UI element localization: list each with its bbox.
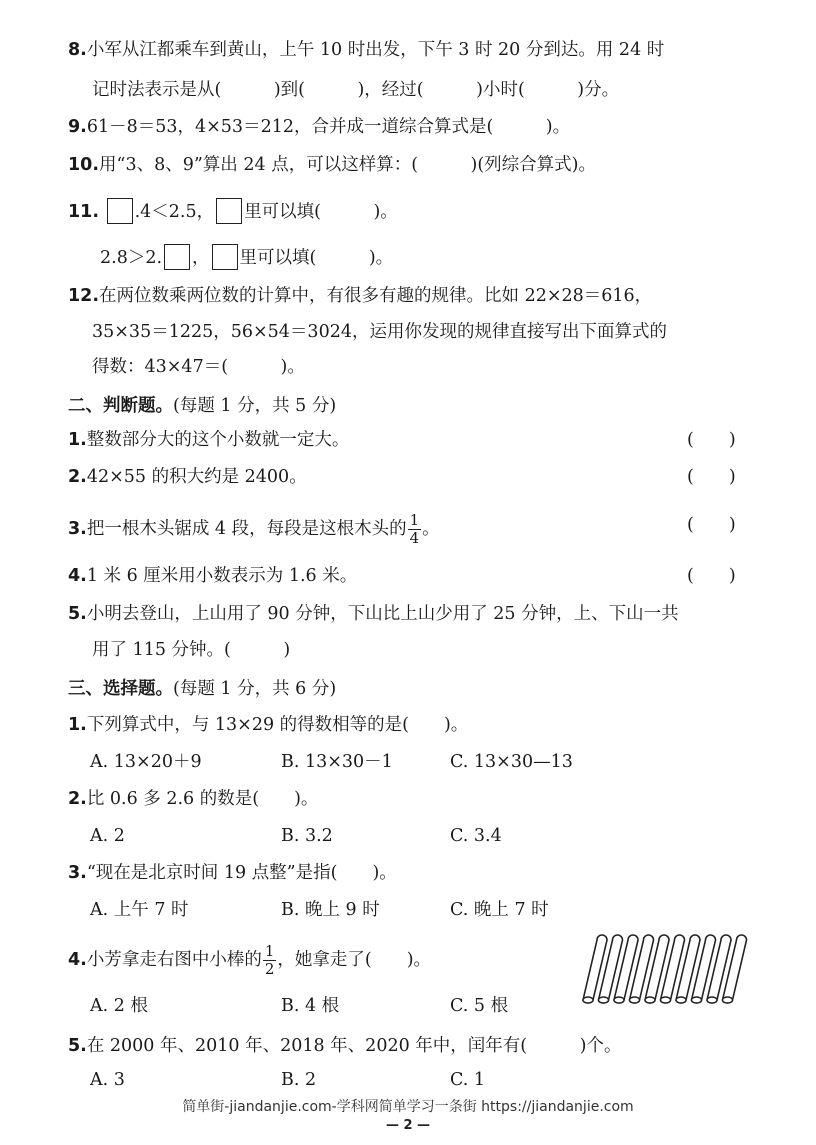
question-number: 5. (68, 604, 87, 624)
option-c[interactable]: C. 13×30—13 (450, 752, 573, 772)
choice-item-4 (68, 944, 431, 977)
page-number: — 2 — (385, 1118, 431, 1133)
question-number: 1. (68, 715, 87, 735)
question-11 (68, 198, 398, 224)
option-b[interactable]: B. 13×30－1 (281, 752, 393, 772)
section-heading-choice (68, 681, 336, 699)
section-title: 二、判断题。 (68, 396, 173, 416)
question-10 (68, 157, 596, 175)
question-text: 小军从江都乘车到黄山，上午 10 时出发，下午 3 时 20 分到达。用 24 时 (86, 40, 665, 60)
question-12-line2: 35×35＝1225，56×54＝3024，运用你发现的规律直接写出下面算式的 (92, 322, 667, 342)
question-text: 1 米 6 厘米用小数表示为 1.6 米。 (86, 566, 358, 586)
option-c[interactable]: C. 5 根 (450, 996, 509, 1016)
section-title: 三、选择题。 (68, 679, 173, 699)
option-b[interactable]: B. 2 (281, 1070, 317, 1090)
answer-box[interactable] (164, 244, 190, 270)
option-b[interactable]: B. 3.2 (281, 826, 333, 846)
option-a[interactable]: A. 13×20＋9 (90, 752, 202, 772)
option-a[interactable]: A. 上午 7 时 (90, 900, 189, 920)
question-number: 5. (68, 1036, 87, 1056)
option-c[interactable]: C. 3.4 (450, 826, 502, 846)
question-text: 下列算式中，与 13×29 的得数相等的是( )。 (86, 715, 469, 735)
question-text: 在两位数乘两位数的计算中，有很多有趣的规律。比如 22×28＝616， (99, 286, 653, 306)
question-12-line3: 得数：43×47＝( )。 (92, 357, 305, 377)
judge-item-5-line2: 用了 115 分钟。( ) (92, 640, 291, 660)
choice-item-3 (68, 865, 397, 883)
question-text: .4＜2.5， (134, 202, 215, 222)
option-a[interactable]: A. 2 根 (90, 996, 148, 1016)
question-number: 1. (68, 430, 87, 450)
question-8-line2: 记时法表示是从( )到( )，经过( )小时( )分。 (92, 80, 620, 100)
fraction (408, 513, 422, 546)
question-text: 小芳拿走右图中小棒的 (86, 950, 262, 970)
question-12 (68, 288, 652, 306)
option-c[interactable]: C. 1 (450, 1070, 486, 1090)
question-number: 12. (68, 286, 100, 306)
question-text: “现在是北京时间 19 点整”是指( )。 (86, 863, 397, 883)
question-9 (68, 119, 570, 137)
judge-item-1 (68, 432, 349, 450)
question-text: 小明去登山，上山用了 90 分钟，下山比上山少用了 25 分钟，上、下山一共 (86, 604, 679, 624)
judge-item-3 (68, 513, 440, 546)
sticks-figure (574, 930, 754, 1010)
choice-item-1 (68, 717, 468, 735)
question-text: 比 0.6 多 2.6 的数是( )。 (86, 789, 319, 809)
answer-box[interactable] (107, 198, 133, 224)
judge-answer-paren[interactable]: ( ) (687, 515, 736, 535)
question-text: 用“3、8、9”算出 24 点，可以这样算：( )(列综合算式)。 (99, 155, 597, 175)
question-number: 8. (68, 40, 87, 60)
question-text: 里可以填( )。 (244, 202, 398, 222)
option-a[interactable]: A. 2 (90, 826, 125, 846)
question-number: 3. (68, 519, 87, 539)
choice-item-2 (68, 791, 318, 809)
question-number: 9. (68, 117, 87, 137)
question-text: 61－8＝53，4×53＝212，合并成一道综合算式是( )。 (86, 117, 571, 137)
fraction-denominator: 4 (409, 529, 420, 547)
question-text: 把一根木头锯成 4 段，每段是这根木头的 (86, 519, 407, 539)
question-11-part2 (100, 244, 393, 270)
question-number: 10. (68, 155, 100, 175)
judge-answer-paren[interactable]: ( ) (687, 467, 736, 487)
option-b[interactable]: B. 4 根 (281, 996, 340, 1016)
fraction (263, 944, 277, 977)
question-text: 。 (422, 519, 440, 539)
question-text: 42×55 的积大约是 2400。 (86, 467, 307, 487)
fraction-numerator: 1 (409, 511, 420, 529)
question-number: 2. (68, 467, 87, 487)
answer-box[interactable] (216, 198, 242, 224)
option-a[interactable]: A. 3 (90, 1070, 125, 1090)
judge-item-4 (68, 568, 357, 586)
fraction-denominator: 2 (264, 960, 275, 978)
question-number: 11. (68, 202, 100, 222)
question-text: 2.8＞2. (100, 248, 163, 268)
judge-item-2 (68, 469, 307, 487)
question-8 (68, 42, 664, 60)
watermark-footer[interactable]: 简单街-jiandanjie.com-学科网简单学习一条街 https://jiandanjie.com (182, 1099, 634, 1115)
judge-answer-paren[interactable]: ( ) (687, 566, 736, 586)
question-number: 3. (68, 863, 87, 883)
fraction-numerator: 1 (264, 942, 275, 960)
choice-item-5 (68, 1038, 621, 1056)
question-number: 4. (68, 950, 87, 970)
answer-box[interactable] (212, 244, 238, 270)
question-text: ，她拿走了( )。 (277, 950, 432, 970)
question-text: 里可以填( )。 (239, 248, 394, 268)
question-number: 2. (68, 789, 87, 809)
judge-item-5 (68, 606, 679, 624)
option-b[interactable]: B. 晚上 9 时 (281, 900, 380, 920)
section-score: (每题 1 分，共 6 分) (173, 679, 337, 699)
section-score: (每题 1 分，共 5 分) (173, 396, 337, 416)
judge-answer-paren[interactable]: ( ) (687, 430, 736, 450)
question-number: 4. (68, 566, 87, 586)
section-heading-judge (68, 398, 336, 416)
option-c[interactable]: C. 晚上 7 时 (450, 900, 549, 920)
question-text: 整数部分大的这个小数就一定大。 (86, 430, 350, 450)
question-text: ， (192, 248, 210, 268)
question-text: 在 2000 年、2010 年、2018 年、2020 年中，闰年有( )个。 (86, 1036, 622, 1056)
